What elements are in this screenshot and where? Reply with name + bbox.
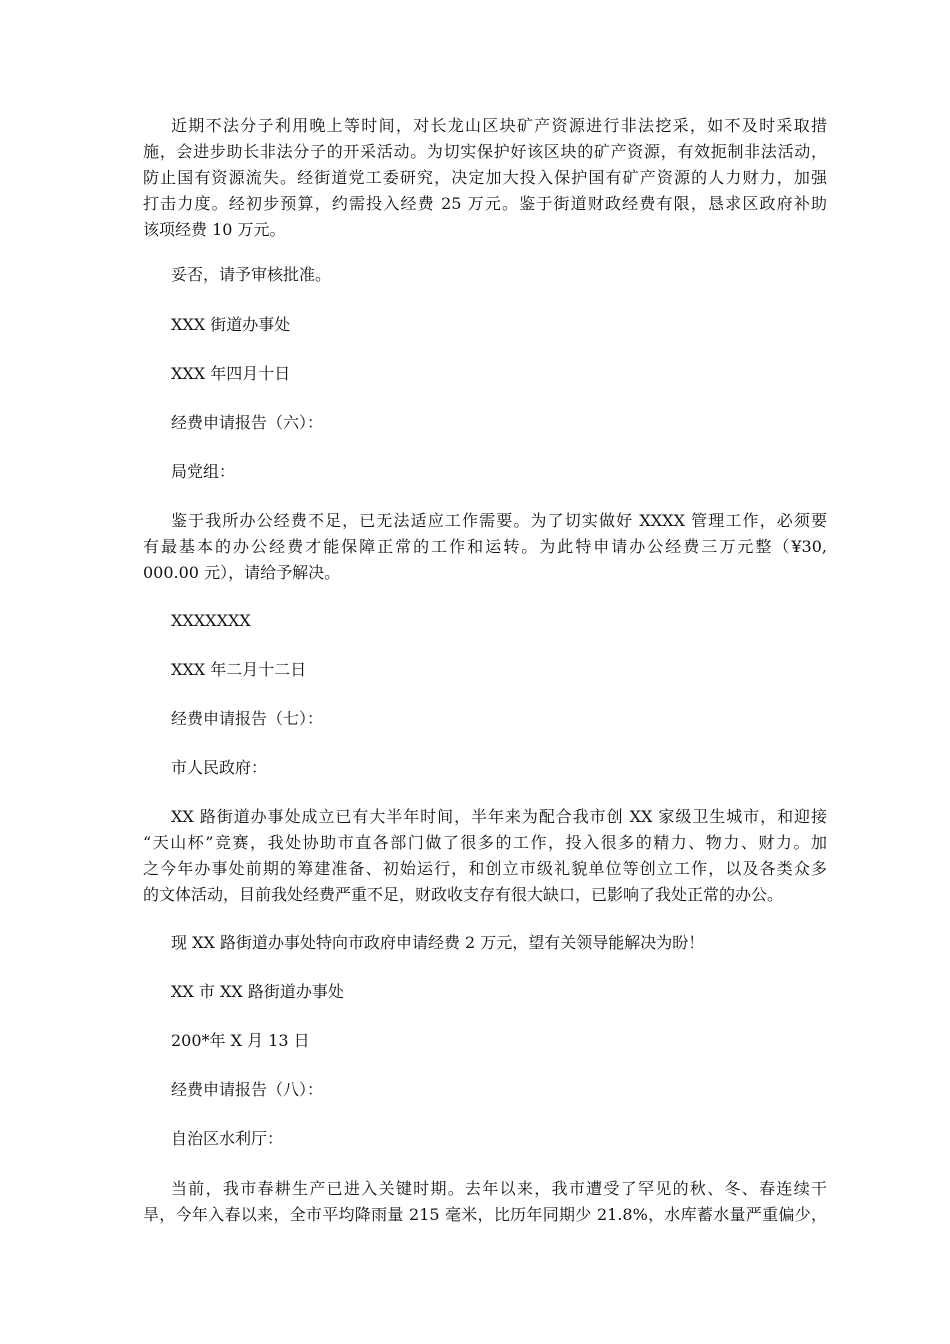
signature-office-6 [171,608,827,634]
paragraph-approval-request [171,262,827,288]
text-line: 打击力度。经初步预算，约需投入经费 25 万元。鉴于街道财政经费有限，恳求区政府补助 [143,194,827,213]
signature-date [171,361,827,387]
text-line: 旱，今年入春以来，全市平均降雨量 215 毫米，比历年同期少 21.8%，水库蓄水量严重偏少， [143,1205,827,1224]
text-line: 该项经费 10 万元。 [143,220,286,239]
text-line: XX 路街道办事处成立已有大半年时间，半年来为配合我市创 XX 家级卫生城市，和迎接 [171,807,827,826]
text-line: 妥否，请予审核批准。 [171,265,332,284]
text-line: 自治区水利厅： [171,1129,284,1148]
addressee-6 [171,459,827,485]
text-line: 市人民政府： [171,758,268,777]
text-line: XXX 年二月十二日 [171,660,307,679]
text-line: 近期不法分子利用晚上等时间，对长龙山区块矿产资源进行非法挖采，如不及时采取措 [171,116,827,135]
paragraph-drought [143,1176,827,1228]
report-heading-8 [171,1077,827,1103]
text-line: 经费申请报告（七）： [171,709,324,728]
text-line: 经费申请报告（六）： [171,413,324,432]
addressee-8 [171,1126,827,1152]
text-line: 防止国有资源流失。经街道党工委研究，决定加大投入保护国有矿产资源的人力财力，加强 [143,168,827,187]
text-line: 施，会进步助长非法分子的开采活动。为切实保护好该区块的矿产资源，有效扼制非法活动， [143,142,827,161]
text-line: 之今年办事处前期的筹建准备、初始运行，和创立市级礼貌单位等创立工作，以及各类众多 [143,859,827,878]
signature-office-7 [171,979,827,1005]
text-line: 当前，我市春耕生产已进入关键时期。去年以来，我市遭受了罕见的秋、冬、春连续干 [171,1179,827,1198]
signature-date-7 [171,1028,827,1054]
paragraph-funding-request [171,930,827,956]
paragraph-office-funds [143,508,827,586]
text-line: 局党组： [171,462,236,481]
text-line: XXXXXXX [171,611,251,630]
addressee-7 [171,755,827,781]
text-line: 经费申请报告（八）： [171,1080,324,1099]
paragraph-mining-protection [143,113,827,243]
text-line: XXX 街道办事处 [171,315,291,334]
text-line: XXX 年四月十日 [171,364,291,383]
report-heading-7 [171,706,827,732]
text-line: 鉴于我所办公经费不足，已无法适应工作需要。为了切实做好 XXXX 管理工作，必须要 [171,511,827,530]
signature-date-6 [171,657,827,683]
text-line: 000.00 元），请给予解决。 [143,563,341,582]
text-line: 有最基本的办公经费才能保障正常的工作和运转。为此特申请办公经费三万元整（¥30, [143,537,827,556]
text-line: XX 市 XX 路街道办事处 [171,982,344,1001]
signature-office [171,312,827,338]
paragraph-street-office [143,804,827,908]
text-line: “天山杯”竞赛，我处协助市直各部门做了很多的工作，投入很多的精力、物力、财力。加 [143,833,827,852]
text-line: 的文体活动，目前我处经费严重不足，财政收支存有很大缺口，已影响了我处正常的办公。 [143,885,784,904]
report-heading-6 [171,410,827,436]
text-line: 200*年 X 月 13 日 [171,1031,310,1050]
text-line: 现 XX 路街道办事处特向市政府申请经费 2 万元，望有关领导能解决为盼！ [171,933,705,952]
